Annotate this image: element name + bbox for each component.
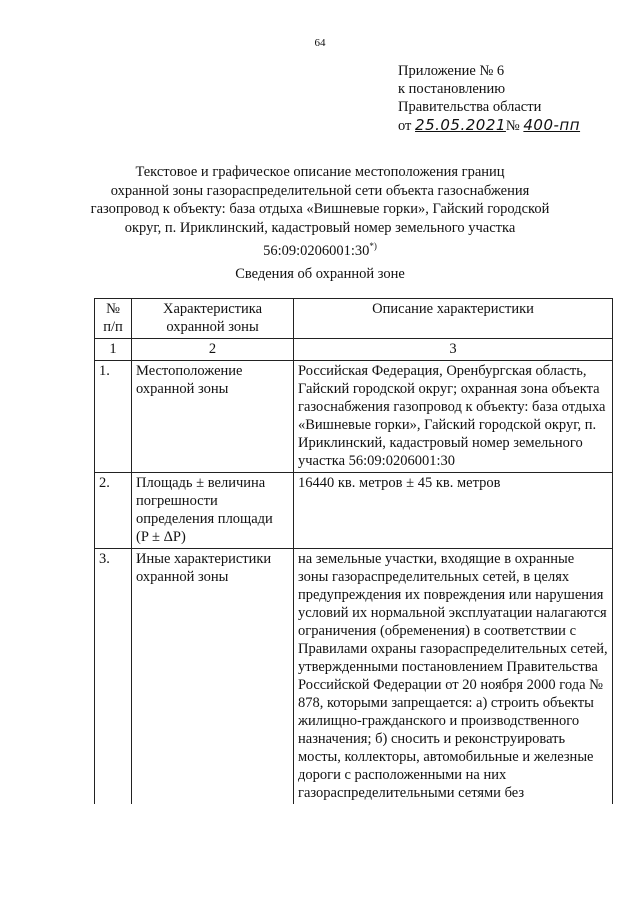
- row-num: 2.: [95, 473, 132, 549]
- col-number-1: 1: [95, 339, 132, 361]
- header-characteristic: Характеристика охранной зоны: [132, 299, 294, 339]
- document-title: [60, 163, 580, 261]
- footnote-mark: *): [369, 241, 377, 252]
- title-line-2: охранной зоны газораспределительной сети объекта газоснабжения: [110, 182, 530, 199]
- appendix-line-1: Приложение № 6: [398, 63, 505, 79]
- title-line-3: газопровод к объекту: база отдыха «Вишневые горки», Гайский городской: [90, 201, 550, 218]
- zone-info-table: [94, 298, 613, 804]
- table-row: [95, 549, 613, 805]
- row-characteristic: Местоположение охранной зоны: [132, 361, 294, 473]
- table-header-row: [95, 299, 613, 339]
- table-row: [95, 473, 613, 549]
- appendix-line-3: Правительства области: [398, 99, 542, 115]
- column-number-row: [95, 339, 613, 361]
- appendix-line-2: к постановлению: [398, 81, 506, 97]
- title-line-5: [60, 237, 580, 260]
- handwritten-date: 25.05.2021: [415, 116, 506, 134]
- header-num: № п/п: [95, 299, 132, 339]
- row-description: на земельные участки, входящие в охранные зоны газораспределительных сетей, в целях предупреждения их повреждения или нарушения условий их нормальной эксплуатации налагаются ограничения (обременения) в соответствии с Правилами охраны газораспределительных сетей, утвержденными постановлением Правительства Российской Федерации от 20 ноября 2000 года № 878, которыми запрещается: а) строить объекты жилищно-гражданского и производственного назначения; б) сносить и реконструировать мосты, коллекторы, автомобильные и железные дороги с расположенными на них газораспределительными сетями без: [294, 549, 613, 805]
- cadastral-number: 56:09:0206001:30: [263, 243, 370, 260]
- appendix-line-4: [398, 116, 580, 135]
- number-label: №: [505, 118, 520, 134]
- row-description: 16440 кв. метров ± 45 кв. метров: [294, 473, 613, 549]
- from-label: от: [398, 118, 412, 134]
- row-num: 1.: [95, 361, 132, 473]
- title-line-4: округ, п. Ириклинский, кадастровый номер земельного участка: [124, 219, 516, 236]
- col-number-2: 2: [132, 339, 294, 361]
- header-description: Описание характеристики: [294, 299, 613, 339]
- row-characteristic: Площадь ± величина погрешности определения площади (P ± ΔP): [132, 473, 294, 549]
- handwritten-number: 400-пп: [523, 116, 581, 134]
- row-description: Российская Федерация, Оренбургская область, Гайский городской округ; охранная зона объекта газоснабжения газопровод к объекту: база отдыха «Вишневые горки», Гайский городской округ, п. Ириклинский, кадастровый номер земельного участка 56:09:0206001:30: [294, 361, 613, 473]
- section-subtitle: Сведения об охранной зоне: [235, 266, 405, 282]
- row-num: 3.: [95, 549, 132, 805]
- col-number-3: 3: [294, 339, 613, 361]
- row-characteristic: Иные характеристики охранной зоны: [132, 549, 294, 805]
- title-line-1: Текстовое и графическое описание местоположения границ: [135, 164, 505, 180]
- table-row: [95, 361, 613, 473]
- appendix-block: [398, 62, 580, 135]
- page-number: 64: [314, 37, 326, 49]
